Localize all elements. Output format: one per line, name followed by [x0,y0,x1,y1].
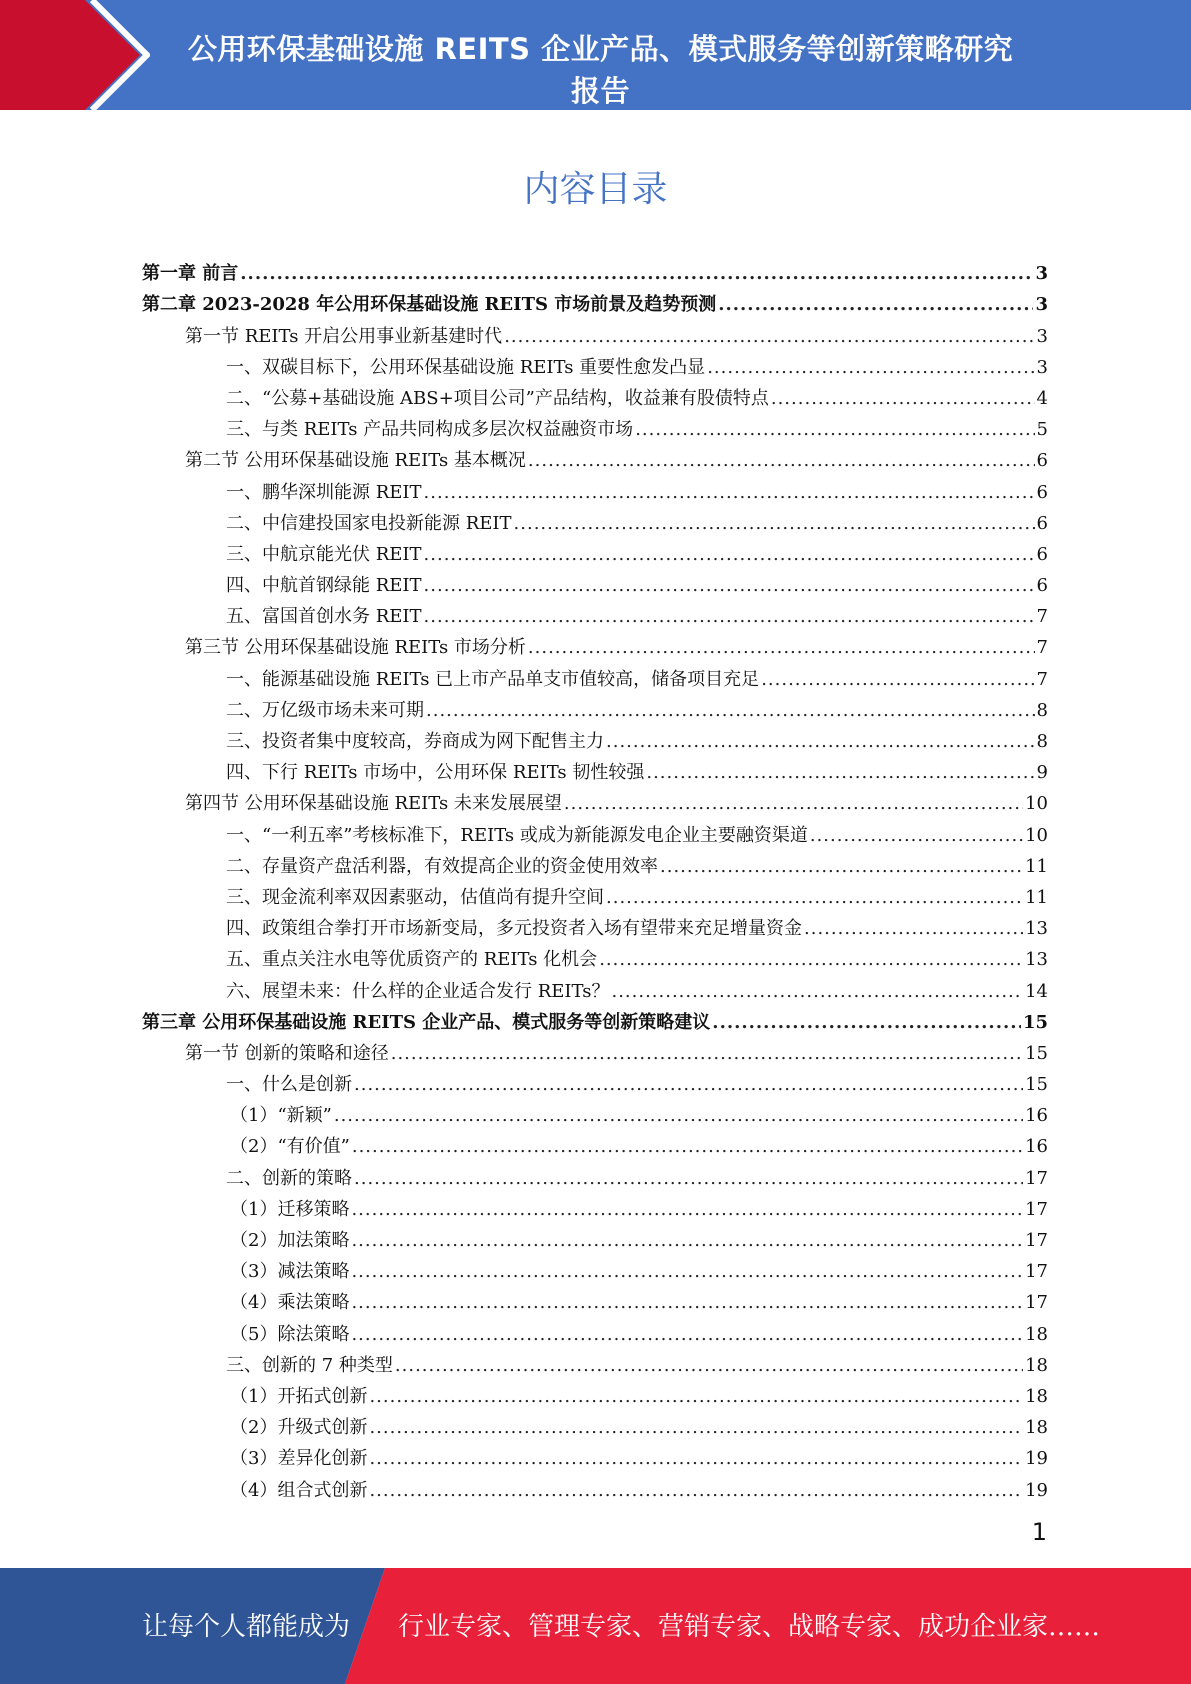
toc-entry[interactable] [142,753,1048,784]
toc-entry-page: 15 [1025,1074,1048,1096]
toc-entry-page: 10 [1025,824,1048,846]
toc-entry-title: （3）差异化创新 [230,1448,368,1470]
toc-entry-title: 二、中信建投国家电投新能源 REIT [226,512,512,534]
toc-dot-leader [606,886,1023,909]
toc-entry-title: （4）乘法策略 [230,1292,350,1314]
footer-slogan-right: 行业专家、管理专家、营销专家、战略专家、成功企业家…… [398,1612,1101,1642]
toc-entry[interactable] [142,1003,1048,1034]
toc-entry-title: 第二章 2023-2028 年公用环保基础设施 REITS 市场前景及趋势预测 [142,294,717,316]
toc-entry-page: 17 [1025,1292,1048,1314]
toc-entry-title: 三、现金流利率双因素驱动，估值尚有提升空间 [226,886,604,908]
toc-dot-leader [707,356,1034,379]
toc-entry[interactable] [142,1127,1048,1158]
toc-entry-title: 五、重点关注水电等优质资产的 REITs 化机会 [226,949,598,971]
toc-dot-leader [334,1104,1023,1127]
toc-entry[interactable] [142,1034,1048,1065]
toc-entry-title: 第一章 前言 [142,263,239,285]
toc-entry-page: 7 [1036,668,1048,690]
toc-entry[interactable] [142,441,1048,472]
toc-entry-title: （4）组合式创新 [230,1479,368,1501]
toc-entry-title: 二、“公募+基础设施 ABS+项目公司”产品结构，收益兼有股债特点 [226,387,769,409]
toc-entry-title: （1）迁移策略 [230,1198,350,1220]
report-title-line1: 公用环保基础设施 REITS 企业产品、模式服务等创新策略研究 [187,32,1014,66]
toc-entry-title: （2）“有价值” [230,1136,350,1158]
toc-entry-page: 16 [1025,1105,1048,1127]
toc-entry-title: （2）加法策略 [230,1230,350,1251]
table-of-contents [142,254,1048,1502]
toc-dot-leader [354,1073,1023,1096]
toc-entry[interactable] [142,784,1048,815]
toc-dot-leader [606,730,1035,753]
toc-entry-page: 17 [1025,1198,1048,1220]
toc-entry-page: 17 [1025,1261,1048,1283]
toc-dot-leader [424,543,1035,566]
toc-heading: 内容目录 [523,169,668,210]
toc-entry[interactable] [142,566,1048,597]
toc-entry-page: 8 [1036,699,1048,721]
toc-entry-title: 三、投资者集中度较高，券商成为网下配售主力 [226,731,604,752]
toc-entry-page: 18 [1025,1385,1048,1407]
toc-entry-page: 6 [1036,575,1048,597]
toc-entry[interactable] [142,1439,1048,1470]
report-title-line2: 报告 [570,74,630,108]
toc-dot-leader [712,1011,1021,1034]
toc-entry-page: 3 [1035,294,1048,316]
toc-entry[interactable] [142,410,1048,441]
toc-entry[interactable] [142,379,1048,410]
toc-entry-page: 10 [1025,793,1048,815]
toc-dot-leader [369,1416,1023,1439]
report-title [160,28,1041,112]
toc-entry[interactable] [142,1158,1048,1189]
toc-entry[interactable] [142,504,1048,535]
toc-entry-title: 四、下行 REITs 市场中，公用环保 REITs 韧性较强 [226,762,645,784]
toc-entry-page: 18 [1025,1417,1048,1439]
toc-entry-title: （3）减法策略 [230,1261,350,1283]
toc-entry-page: 13 [1025,949,1048,971]
toc-dot-leader [810,824,1023,847]
toc-entry[interactable] [142,1377,1048,1408]
toc-dot-leader [426,699,1035,722]
toc-entry-page: 17 [1025,1167,1048,1189]
toc-entry-page: 9 [1036,762,1048,784]
toc-entry-title: 四、政策组合拳打开市场新变局，多元投资者入场有望带来充足增量资金 [226,918,802,940]
toc-entry-page: 17 [1025,1230,1048,1251]
toc-entry-page: 19 [1025,1448,1048,1470]
toc-entry-title: 六、展望未来：什么样的企业适合发行 REITs？ [226,980,610,1002]
toc-entry[interactable] [142,1408,1048,1439]
toc-dot-leader [599,948,1023,971]
toc-dot-leader [424,605,1035,628]
toc-entry[interactable] [142,909,1048,940]
toc-dot-leader [660,855,1023,878]
toc-entry-title: 二、存量资产盘活利器，有效提高企业的资金使用效率 [226,855,658,877]
toc-entry-title: （1）“新颖” [230,1105,332,1127]
toc-entry-page: 11 [1025,855,1048,877]
page-number: 1 [1031,1518,1047,1546]
toc-entry[interactable] [142,1190,1048,1221]
toc-entry-title: 五、富国首创水务 REIT [226,606,422,628]
toc-dot-leader [761,668,1034,691]
toc-entry[interactable] [142,1252,1048,1283]
toc-entry-page: 19 [1025,1479,1048,1501]
toc-entry-title: 一、能源基础设施 REITs 已上市产品单支市值较高，储备项目充足 [226,668,760,690]
toc-entry[interactable] [142,254,1048,285]
toc-entry-page: 8 [1036,731,1048,752]
toc-entry[interactable] [142,878,1048,909]
toc-dot-leader [351,1323,1023,1346]
toc-entry[interactable] [142,285,1048,316]
header-arrow-decoration [0,0,150,110]
toc-dot-leader [369,1385,1023,1408]
toc-dot-leader [804,917,1023,940]
toc-entry[interactable] [142,1346,1048,1377]
toc-dot-leader [351,1260,1023,1283]
toc-dot-leader [564,792,1023,815]
toc-dot-leader [646,761,1034,784]
toc-dot-leader [351,1198,1023,1221]
toc-entry[interactable] [142,1470,1048,1501]
toc-dot-leader [424,481,1035,504]
toc-dot-leader [611,980,1023,1003]
toc-entry[interactable] [142,940,1048,971]
footer-slogan-left: 让每个人都能成为 [142,1612,351,1642]
toc-entry-page: 16 [1025,1136,1048,1158]
toc-dot-leader [528,636,1035,659]
toc-entry[interactable] [142,691,1048,722]
toc-dot-leader [635,418,1034,441]
toc-entry-title: 第一节 REITs 开启公用事业新基建时代 [185,325,503,347]
toc-entry[interactable] [142,472,1048,503]
toc-dot-leader [240,262,1033,285]
toc-entry-title: 第一节 创新的策略和途径 [185,1042,389,1064]
toc-entry-title: 第三章 公用环保基础设施 REITS 企业产品、模式服务等创新策略建议 [142,1011,711,1033]
toc-dot-leader [771,387,1035,410]
toc-dot-leader [528,449,1035,472]
toc-dot-leader [504,325,1034,348]
header-banner [0,0,1191,110]
toc-entry-page: 18 [1025,1323,1048,1345]
toc-entry[interactable] [142,1065,1048,1096]
toc-entry-title: 三、中航京能光伏 REIT [226,543,422,565]
toc-dot-leader [514,512,1035,535]
toc-entry[interactable] [142,316,1048,347]
toc-entry-page: 6 [1036,481,1048,503]
toc-entry-title: 一、“一利五率”考核标准下，REITs 或成为新能源发电企业主要融资渠道 [226,824,808,846]
toc-entry-page: 3 [1035,263,1048,285]
toc-entry-title: 一、什么是创新 [226,1074,352,1096]
toc-entry-title: 三、创新的 7 种类型 [226,1354,393,1376]
toc-entry-title: 第三节 公用环保基础设施 REITs 市场分析 [185,637,526,659]
toc-entry-page: 3 [1036,325,1048,347]
toc-entry[interactable] [142,847,1048,878]
toc-entry-page: 4 [1036,387,1048,409]
toc-entry-page: 6 [1036,512,1048,534]
toc-entry-page: 15 [1022,1011,1048,1033]
toc-entry-page: 13 [1025,918,1048,940]
toc-entry-title: （1）开拓式创新 [230,1385,368,1407]
toc-dot-leader [395,1354,1023,1377]
toc-entry-page: 7 [1036,637,1048,659]
toc-entry-page: 18 [1025,1354,1048,1376]
toc-entry-title: （5）除法策略 [230,1323,350,1345]
toc-dot-leader [369,1447,1023,1470]
toc-dot-leader [352,1135,1023,1158]
toc-entry-page: 6 [1036,543,1048,565]
toc-dot-leader [354,1167,1023,1190]
toc-entry[interactable] [142,535,1048,566]
footer-banner [0,1568,1191,1684]
toc-dot-leader [351,1291,1023,1314]
toc-entry-title: 一、双碳目标下，公用环保基础设施 REITs 重要性愈发凸显 [226,356,706,378]
toc-entry-title: 第二节 公用环保基础设施 REITs 基本概况 [185,450,526,472]
toc-entry-title: 第四节 公用环保基础设施 REITs 未来发展展望 [185,793,562,815]
toc-entry[interactable] [142,971,1048,1002]
toc-entry[interactable] [142,815,1048,846]
toc-entry[interactable] [142,1096,1048,1127]
toc-entry-title: 三、与类 REITs 产品共同构成多层次权益融资市场 [226,419,634,441]
toc-entry[interactable] [142,659,1048,690]
toc-entry-page: 6 [1036,450,1048,472]
toc-entry-page: 11 [1025,886,1048,908]
toc-entry[interactable] [142,597,1048,628]
toc-dot-leader [391,1042,1023,1065]
toc-entry[interactable] [142,348,1048,379]
toc-entry-title: （2）升级式创新 [230,1417,368,1439]
toc-entry-title: 四、中航首钢绿能 REIT [226,575,422,597]
toc-entry-page: 5 [1036,419,1048,441]
toc-entry[interactable] [142,1221,1048,1252]
toc-entry[interactable] [142,1314,1048,1345]
toc-dot-leader [369,1479,1023,1502]
toc-entry-page: 15 [1025,1042,1048,1064]
toc-entry-title: 一、鹏华深圳能源 REIT [226,481,422,503]
toc-entry-title: 二、创新的策略 [226,1167,352,1189]
toc-entry-page: 3 [1036,356,1048,378]
toc-dot-leader [718,293,1033,316]
toc-entry[interactable] [142,722,1048,753]
toc-dot-leader [424,574,1035,597]
toc-entry-title: 二、万亿级市场未来可期 [226,699,424,721]
toc-entry-page: 14 [1025,980,1048,1002]
toc-entry[interactable] [142,628,1048,659]
toc-entry[interactable] [142,1283,1048,1314]
toc-dot-leader [351,1229,1023,1252]
toc-entry-page: 7 [1036,606,1048,628]
